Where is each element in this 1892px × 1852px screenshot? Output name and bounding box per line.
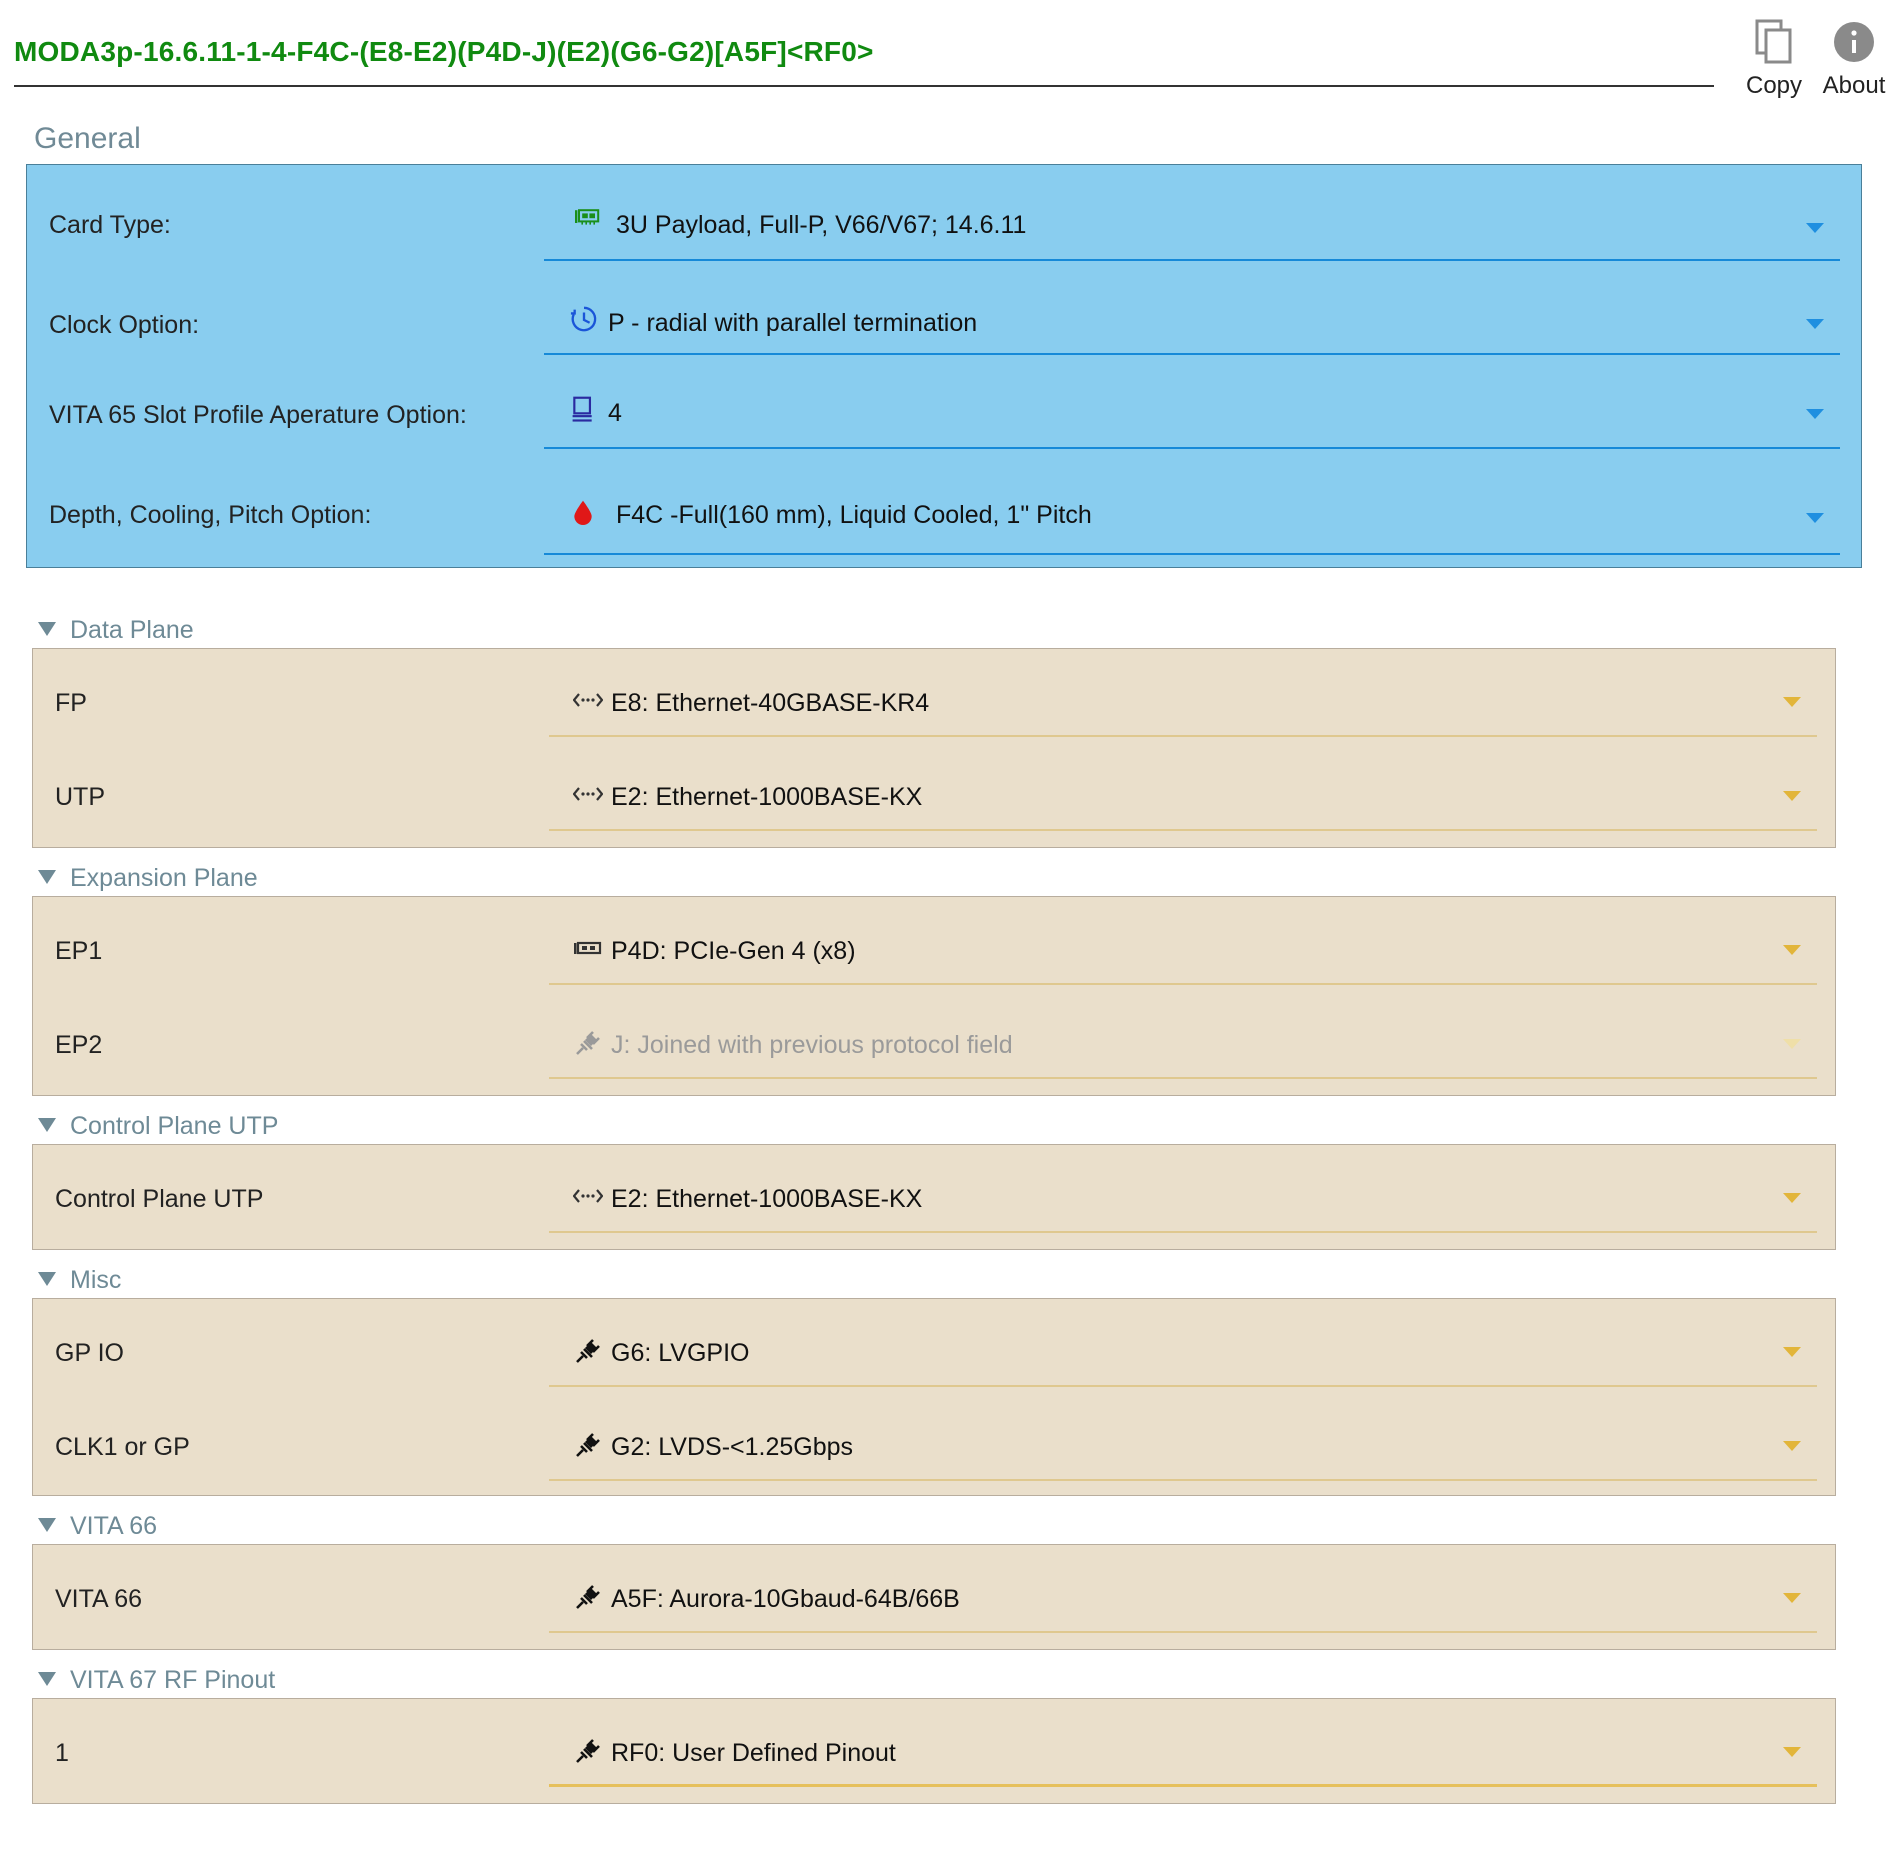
expansion-plane-panel: [32, 896, 1836, 1096]
general-panel: [26, 164, 1862, 568]
expand-triangle-icon: [38, 870, 56, 884]
card-type-row: [27, 165, 1861, 267]
clock-option-value: P - radial with parallel termination: [608, 309, 978, 337]
misc-panel: [32, 1298, 1836, 1496]
about-label: About: [1822, 72, 1886, 99]
clock-option-label: Clock Option:: [49, 311, 200, 339]
clock-option-select[interactable]: [544, 267, 1840, 355]
expand-triangle-icon: [38, 1118, 56, 1132]
plug-icon: [573, 1028, 603, 1056]
droplet-icon: [570, 497, 596, 527]
control-plane-utp-select[interactable]: [549, 1145, 1817, 1233]
ep2-row: [33, 991, 1835, 1083]
chevron-down-icon: [1783, 1747, 1801, 1757]
vita65-slot-select[interactable]: [544, 361, 1840, 449]
data-plane-panel: [32, 648, 1836, 848]
clk1-gp-row: [33, 1393, 1835, 1485]
section-header-data-plane[interactable]: [38, 616, 194, 645]
chevron-down-icon: [1806, 223, 1824, 233]
chevron-down-icon: [1806, 513, 1824, 523]
chevron-down-icon: [1783, 945, 1801, 955]
control-plane-panel: [32, 1144, 1836, 1250]
section-title: VITA 67 RF Pinout: [70, 1666, 276, 1694]
depth-cooling-value: F4C -Full(160 mm), Liquid Cooled, 1" Pitch: [616, 501, 1092, 529]
utp-value: E2: Ethernet-1000BASE-KX: [611, 783, 923, 811]
ethernet-icon: [573, 686, 603, 714]
depth-cooling-row: [27, 455, 1861, 567]
ep2-value: J: Joined with previous protocol field: [611, 1031, 1013, 1059]
expand-triangle-icon: [38, 1518, 56, 1532]
expand-triangle-icon: [38, 1272, 56, 1286]
vita66-row: [33, 1545, 1835, 1637]
chevron-down-icon: [1783, 1193, 1801, 1203]
title-divider: [14, 85, 1714, 87]
utp-label: UTP: [55, 783, 105, 811]
vita66-panel: [32, 1544, 1836, 1650]
plug-icon: [573, 1336, 603, 1364]
depth-cooling-label: Depth, Cooling, Pitch Option:: [49, 501, 372, 529]
gp-io-value: G6: LVGPIO: [611, 1339, 750, 1367]
ep1-select[interactable]: [549, 897, 1817, 985]
gp-io-label: GP IO: [55, 1339, 125, 1367]
card-type-value: 3U Payload, Full-P, V66/V67; 14.6.11: [616, 211, 1027, 239]
card-type-select[interactable]: [544, 173, 1840, 261]
fp-label: FP: [55, 689, 87, 717]
utp-row: [33, 743, 1835, 835]
section-title: Control Plane UTP: [70, 1112, 279, 1140]
utp-select[interactable]: [549, 743, 1817, 831]
general-section-title: General: [34, 122, 141, 155]
chevron-down-icon: [1783, 1593, 1801, 1603]
section-header-vita67-rf-pinout[interactable]: [38, 1666, 275, 1695]
ep2-label: EP2: [55, 1031, 103, 1059]
about-button[interactable]: [1816, 18, 1892, 100]
depth-cooling-select[interactable]: [544, 455, 1840, 555]
vita67-panel: [32, 1698, 1836, 1804]
vita65-slot-label: VITA 65 Slot Profile Aperature Option:: [49, 401, 467, 429]
fp-value: E8: Ethernet-40GBASE-KR4: [611, 689, 930, 717]
section-header-misc[interactable]: [38, 1266, 121, 1295]
chevron-down-icon: [1783, 697, 1801, 707]
card-icon: [570, 207, 604, 231]
chevron-down-icon: [1783, 1441, 1801, 1451]
section-title: Misc: [70, 1266, 122, 1294]
chevron-down-icon: [1783, 1347, 1801, 1357]
copy-label: Copy: [1745, 72, 1803, 99]
section-title: Data Plane: [70, 616, 194, 644]
pcie-card-icon: [573, 934, 603, 962]
gp-io-select[interactable]: [549, 1299, 1817, 1387]
header: [0, 0, 1892, 110]
clock-icon: [570, 305, 598, 333]
ep1-value: P4D: PCIe-Gen 4 (x8): [611, 937, 856, 965]
page-title: MODA3p-16.6.11-1-4-F4C-(E8-E2)(P4D-J)(E2)(G6-G2)[A5F]<RF0>: [14, 36, 874, 67]
clock-option-row: [27, 267, 1861, 361]
chevron-down-icon: [1806, 409, 1824, 419]
section-header-expansion-plane[interactable]: [38, 864, 258, 893]
chevron-down-icon: [1806, 319, 1824, 329]
slot-icon: [570, 395, 596, 423]
rf-pinout-select[interactable]: [549, 1699, 1817, 1787]
section-header-vita66[interactable]: [38, 1512, 157, 1541]
clk1-gp-label: CLK1 or GP: [55, 1433, 190, 1461]
rf-pinout-label: 1: [55, 1739, 69, 1767]
fp-row: [33, 649, 1835, 741]
ep1-label: EP1: [55, 937, 103, 965]
section-header-control-plane-utp[interactable]: [38, 1112, 278, 1141]
plug-icon: [573, 1582, 603, 1610]
ep1-row: [33, 897, 1835, 989]
rf-pinout-row: [33, 1699, 1835, 1791]
ep2-select: [549, 991, 1817, 1079]
control-plane-utp-value: E2: Ethernet-1000BASE-KX: [611, 1185, 923, 1213]
ethernet-icon: [573, 1182, 603, 1210]
vita65-slot-value: 4: [608, 399, 622, 427]
ethernet-icon: [573, 780, 603, 808]
control-plane-utp-row: [33, 1145, 1835, 1237]
clk1-gp-value: G2: LVDS-<1.25Gbps: [611, 1433, 854, 1461]
vita65-slot-row: [27, 361, 1861, 455]
clk1-gp-select[interactable]: [549, 1393, 1817, 1481]
vita66-label: VITA 66: [55, 1585, 143, 1613]
rf-pinout-value: RF0: User Defined Pinout: [611, 1739, 896, 1767]
fp-select[interactable]: [549, 649, 1817, 737]
card-type-label: Card Type:: [49, 211, 171, 239]
info-icon: [1831, 18, 1877, 66]
plug-icon: [573, 1736, 603, 1764]
section-title: Expansion Plane: [70, 864, 258, 892]
section-title: VITA 66: [70, 1512, 158, 1540]
copy-button[interactable]: [1736, 18, 1812, 100]
vita66-select[interactable]: [549, 1545, 1817, 1633]
chevron-down-icon: [1783, 791, 1801, 801]
plug-icon: [573, 1430, 603, 1458]
chevron-down-icon: [1783, 1039, 1801, 1049]
expand-triangle-icon: [38, 622, 56, 636]
gp-io-row: [33, 1299, 1835, 1391]
copy-icon: [1754, 18, 1794, 66]
vita66-value: A5F: Aurora-10Gbaud-64B/66B: [611, 1585, 960, 1613]
control-plane-utp-label: Control Plane UTP: [55, 1185, 264, 1213]
expand-triangle-icon: [38, 1672, 56, 1686]
